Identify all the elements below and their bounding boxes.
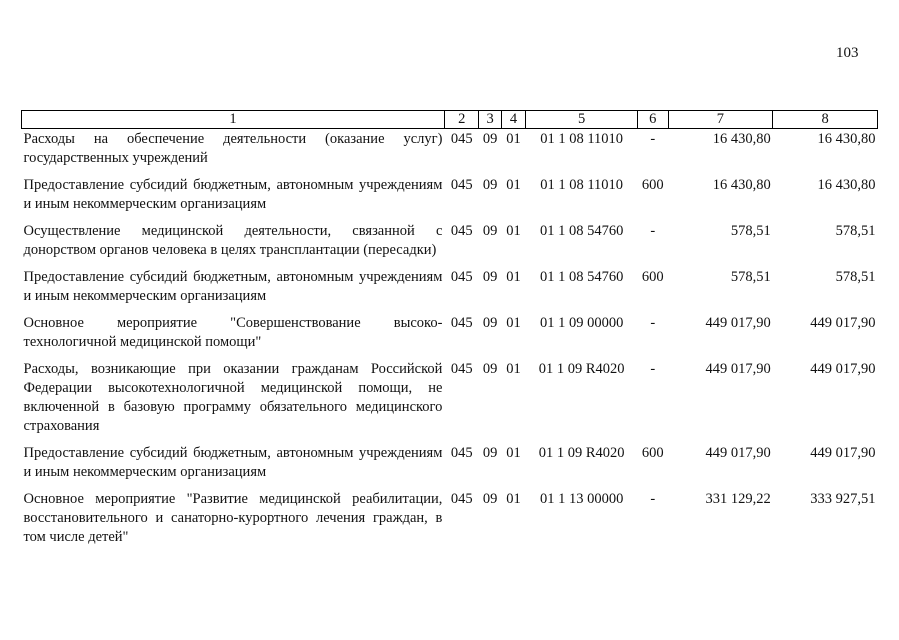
- row-target-code: 01 1 08 11010: [540, 131, 624, 147]
- row-expense-type: 600: [641, 445, 664, 461]
- column-header: 1: [22, 111, 445, 129]
- row-description: Расходы, возникающие при оказании гражданам Российской Федерации высокотехнологичной медицинской помощи, не включенной в базовую программу обязательного медицинского страхования: [23, 361, 443, 434]
- column-header: 6: [638, 111, 668, 129]
- table-row: [22, 359, 878, 443]
- row-amount-2: 578,51: [835, 269, 876, 285]
- row-expense-type: 600: [641, 177, 664, 193]
- row-ministry-code: 045: [450, 491, 473, 507]
- row-section-code: 09: [482, 315, 498, 331]
- row-subsection-code: 01: [506, 315, 521, 331]
- row-target-code: 01 1 08 11010: [540, 177, 624, 193]
- row-amount-1: 331 129,22: [705, 491, 771, 507]
- table-row: [22, 313, 878, 359]
- row-amount-1: 449 017,90: [705, 445, 771, 461]
- row-description: Основное мероприятие "Совершенствование высоко-технологичной медицинской помощи": [23, 315, 443, 350]
- row-expense-type: 600: [641, 269, 664, 285]
- row-target-code: 01 1 13 00000: [539, 491, 624, 507]
- column-header: 4: [501, 111, 525, 129]
- row-target-code: 01 1 09 R4020: [538, 445, 625, 461]
- column-header: 3: [479, 111, 501, 129]
- row-ministry-code: 045: [450, 445, 473, 461]
- row-subsection-code: 01: [506, 361, 521, 377]
- row-section-code: 09: [482, 445, 498, 461]
- row-subsection-code: 01: [506, 491, 521, 507]
- table-row: [22, 443, 878, 489]
- budget-table: [21, 110, 878, 547]
- row-ministry-code: 045: [450, 131, 473, 147]
- row-description: Основное мероприятие "Развитие медицинской реабилитации, восстановительного и санаторно-курортного лечения граждан, в том числе детей": [23, 491, 443, 545]
- row-target-code: 01 1 09 00000: [539, 315, 624, 331]
- row-expense-type: -: [650, 361, 656, 377]
- row-amount-1: 578,51: [730, 223, 771, 239]
- page-number: 103: [836, 45, 859, 61]
- row-ministry-code: 045: [450, 361, 473, 377]
- row-amount-1: 449 017,90: [705, 361, 771, 377]
- row-target-code: 01 1 08 54760: [539, 269, 624, 285]
- row-description: Предоставление субсидий бюджетным, автономным учреждениям и иным некоммерческим организациям: [23, 269, 443, 304]
- row-section-code: 09: [482, 131, 498, 147]
- row-subsection-code: 01: [506, 223, 521, 239]
- row-section-code: 09: [482, 491, 498, 507]
- row-ministry-code: 045: [450, 223, 473, 239]
- row-ministry-code: 045: [450, 315, 473, 331]
- row-subsection-code: 01: [506, 445, 521, 461]
- row-amount-1: 16 430,80: [712, 177, 771, 193]
- table-header-row: [22, 111, 878, 129]
- row-amount-1: 578,51: [730, 269, 771, 285]
- row-expense-type: -: [650, 315, 656, 331]
- table-row: [22, 489, 878, 547]
- row-section-code: 09: [482, 269, 498, 285]
- column-header: 8: [773, 111, 878, 129]
- row-target-code: 01 1 08 54760: [539, 223, 624, 239]
- table-row: [22, 175, 878, 221]
- row-description: Предоставление субсидий бюджетным, автономным учреждениям и иным некоммерческим организациям: [23, 177, 443, 212]
- column-header: 5: [526, 111, 638, 129]
- row-expense-type: -: [650, 491, 656, 507]
- row-amount-2: 16 430,80: [817, 177, 876, 193]
- row-target-code: 01 1 09 R4020: [538, 361, 625, 377]
- row-section-code: 09: [482, 361, 498, 377]
- table-row: [22, 221, 878, 267]
- row-subsection-code: 01: [506, 177, 521, 193]
- row-ministry-code: 045: [450, 177, 473, 193]
- row-amount-2: 449 017,90: [810, 445, 876, 461]
- column-header: 7: [668, 111, 773, 129]
- row-expense-type: -: [650, 131, 656, 147]
- row-amount-2: 449 017,90: [810, 361, 876, 377]
- column-header: 2: [444, 111, 479, 129]
- table-row: [22, 267, 878, 313]
- row-amount-1: 449 017,90: [705, 315, 771, 331]
- row-section-code: 09: [482, 223, 498, 239]
- row-expense-type: -: [650, 223, 656, 239]
- row-amount-2: 16 430,80: [817, 131, 876, 147]
- row-amount-2: 333 927,51: [810, 491, 876, 507]
- row-description: Осуществление медицинской деятельности, связанной с донорством органов человека в целях трансплантации (пересадки): [23, 223, 443, 258]
- row-amount-2: 578,51: [835, 223, 876, 239]
- row-subsection-code: 01: [506, 131, 521, 147]
- row-amount-2: 449 017,90: [810, 315, 876, 331]
- row-amount-1: 16 430,80: [712, 131, 771, 147]
- row-subsection-code: 01: [506, 269, 521, 285]
- row-section-code: 09: [482, 177, 498, 193]
- row-description: Расходы на обеспечение деятельности (оказание услуг) государственных учреждений: [23, 131, 443, 166]
- row-ministry-code: 045: [450, 269, 473, 285]
- table-row: [22, 129, 878, 176]
- row-description: Предоставление субсидий бюджетным, автономным учреждениям и иным некоммерческим организациям: [23, 445, 443, 480]
